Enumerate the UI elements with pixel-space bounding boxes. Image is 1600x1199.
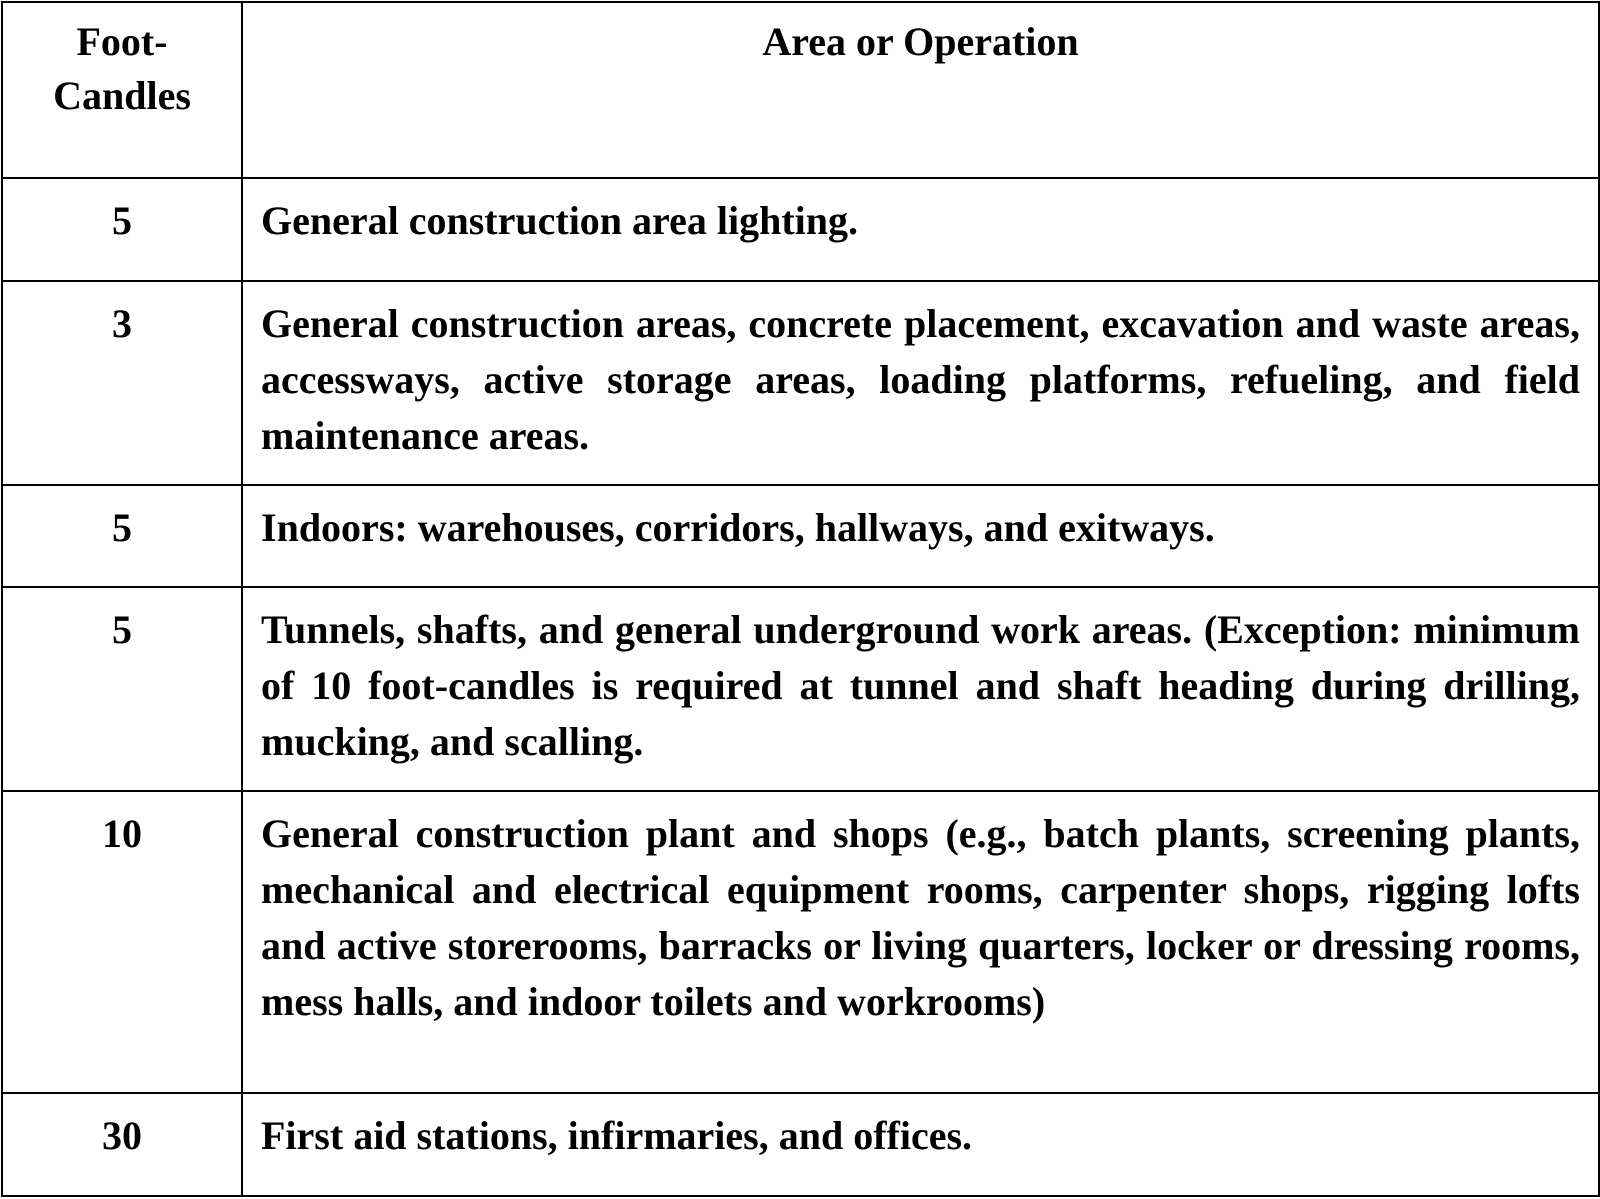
area-description: General construction plant and shops (e.g., batch plants, screening plants, mechanical and electrical equipment rooms, carpenter shops, rigging lofts and active storerooms, barracks or living quarters, locker or dressing rooms, mess halls, and indoor toilets and workrooms) [242, 791, 1599, 1093]
table-row [2, 178, 1599, 281]
foot-candles-value: 10 [2, 791, 242, 1093]
foot-candles-value: 30 [2, 1093, 242, 1196]
foot-candles-header-label: Foot-Candles [53, 19, 191, 118]
area-description: General construction area lighting. [242, 178, 1599, 281]
table-header-row [2, 2, 1599, 178]
illumination-table [1, 1, 1600, 1197]
foot-candles-value: 3 [2, 281, 242, 485]
area-description: First aid stations, infirmaries, and offices. [242, 1093, 1599, 1196]
area-column-header: Area or Operation [242, 2, 1599, 178]
area-description: Indoors: warehouses, corridors, hallways, and exitways. [242, 485, 1599, 587]
foot-candles-value: 5 [2, 485, 242, 587]
foot-candles-value: 5 [2, 178, 242, 281]
foot-candles-column-header [2, 2, 242, 178]
table-row [2, 1093, 1599, 1196]
area-description: Tunnels, shafts, and general underground work areas. (Exception: minimum of 10 foot-candles is required at tunnel and shaft heading during drilling, mucking, and scalling. [242, 587, 1599, 791]
table-row [2, 587, 1599, 791]
table-row [2, 791, 1599, 1093]
foot-candles-value: 5 [2, 587, 242, 791]
table-row [2, 485, 1599, 587]
area-description: General construction areas, concrete placement, excavation and waste areas, accessways, active storage areas, loading platforms, refueling, and field maintenance areas. [242, 281, 1599, 485]
table-row [2, 281, 1599, 485]
